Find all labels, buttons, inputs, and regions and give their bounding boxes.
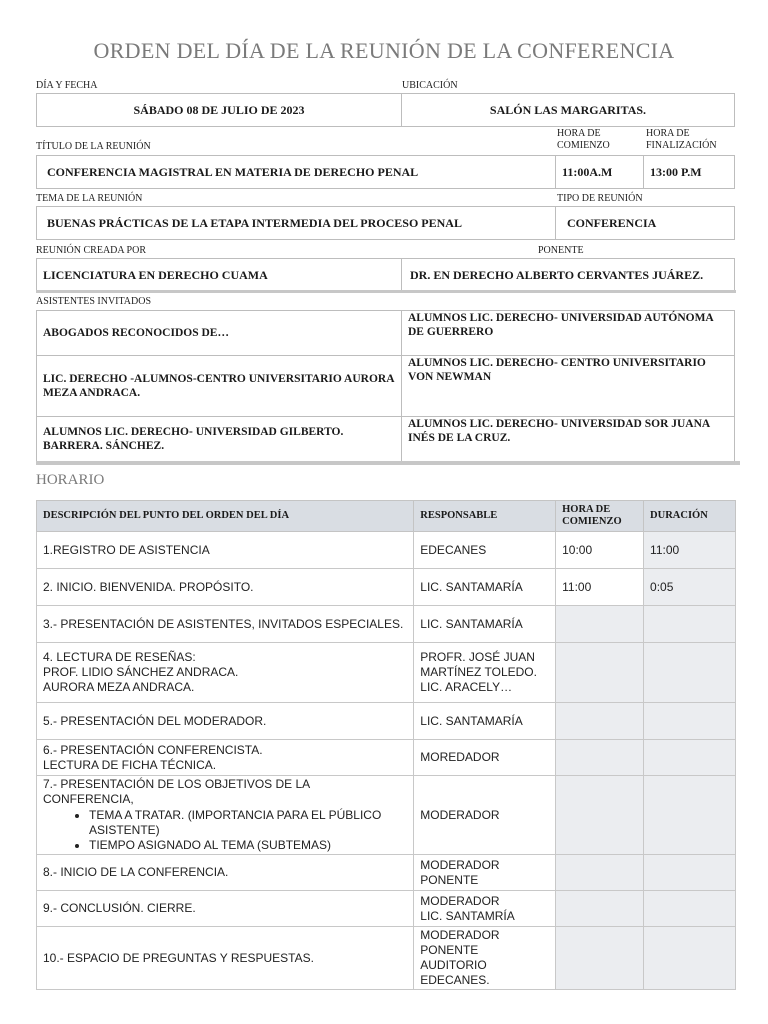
- resp-line: EDECANES.: [420, 973, 490, 987]
- row-hora: [556, 643, 644, 703]
- table-row: [37, 532, 736, 569]
- table-row: [37, 776, 736, 855]
- desc-line: LECTURA DE FICHA TÉCNICA.: [43, 757, 217, 772]
- horario-heading: HORARIO: [36, 472, 105, 488]
- row-descripcion: 5.- PRESENTACIÓN DEL MODERADOR.: [37, 703, 414, 740]
- tipo-value: CONFERENCIA: [555, 206, 735, 240]
- row-descripcion: 10.- ESPACIO DE PREGUNTAS Y RESPUESTAS.: [37, 927, 414, 990]
- desc-line: PROF. LIDIO SÁNCHEZ ANDRACA.: [43, 665, 239, 679]
- resp-line: PONENTE: [420, 872, 479, 887]
- row-duracion: 11:00: [644, 532, 736, 569]
- table-row: [37, 740, 736, 776]
- row-duracion: [644, 703, 736, 740]
- ponente-value: DR. EN DERECHO ALBERTO CERVANTES JUÁREZ.: [401, 258, 735, 292]
- row-duracion: [644, 643, 736, 703]
- table-row: [37, 855, 736, 891]
- row-responsable: [414, 855, 556, 891]
- hora-final-value: 13:00 P.M: [643, 155, 735, 189]
- schedule-header-row: [37, 501, 736, 532]
- row-responsable: [414, 927, 556, 990]
- row-hora: [556, 927, 644, 990]
- resp-line: LIC. ARACELY…: [420, 680, 513, 694]
- header-hora-comienzo: HORA DE COMIENZO: [556, 501, 644, 532]
- resp-line: MODERADOR: [420, 928, 500, 942]
- ubicacion-value: SALÓN LAS MARGARITAS.: [401, 93, 735, 127]
- row-responsable: EDECANES: [414, 532, 556, 569]
- tema-value: BUENAS PRÁCTICAS DE LA ETAPA INTERMEDIA DEL PROCESO PENAL: [36, 206, 556, 240]
- row-responsable: LIC. SANTAMARÍA: [414, 569, 556, 606]
- hora-comienzo-value: 11:00A.M: [555, 155, 644, 189]
- desc-line: CONFERENCIA,: [43, 792, 134, 806]
- asistente-cell: ALUMNOS LIC. DERECHO- CENTRO UNIVERSITARIO VON NEWMAN: [401, 355, 735, 417]
- row-descripcion: 2. INICIO. BIENVENIDA. PROPÓSITO.: [37, 569, 414, 606]
- row-descripcion: 9.- CONCLUSIÓN. CIERRE.: [37, 891, 414, 927]
- asistente-cell: ALUMNOS LIC. DERECHO- UNIVERSIDAD GILBERTO. BARRERA. SÁNCHEZ.: [36, 416, 402, 462]
- schedule-table: [36, 500, 736, 990]
- row-descripcion: 1.REGISTRO DE ASISTENCIA: [37, 532, 414, 569]
- label-ubicacion: UBICACIÓN: [402, 80, 458, 91]
- row-hora: [556, 776, 644, 855]
- row-duracion: [644, 740, 736, 776]
- label-dia-fecha: DÍA Y FECHA: [36, 80, 98, 91]
- resp-line: MODERADOR: [420, 893, 500, 908]
- row-responsable: [414, 891, 556, 927]
- asistente-cell: ABOGADOS RECONOCIDOS DE…: [36, 310, 402, 356]
- row-descripcion: [37, 643, 414, 703]
- resp-line: MARTÍNEZ TOLEDO.: [420, 665, 537, 679]
- label-creada-por: REUNIÓN CREADA POR: [36, 245, 147, 256]
- label-tema: TEMA DE LA REUNIÓN: [36, 193, 143, 204]
- row-responsable: MOREDADOR: [414, 740, 556, 776]
- fecha-value: SÁBADO 08 DE JULIO DE 2023: [36, 93, 402, 127]
- row-hora: [556, 891, 644, 927]
- row-responsable: LIC. SANTAMARÍA: [414, 703, 556, 740]
- row-duracion: [644, 606, 736, 643]
- row-duracion: [644, 776, 736, 855]
- asistente-cell: LIC. DERECHO -ALUMNOS-CENTRO UNIVERSITARIO AURORA MEZA ANDRACA.: [36, 355, 402, 417]
- label-ponente: PONENTE: [538, 245, 584, 256]
- row-responsable: MODERADOR: [414, 776, 556, 855]
- bullet-item: • TIEMPO ASIGNADO AL TEMA (SUBTEMAS): [89, 838, 407, 853]
- table-row: [37, 643, 736, 703]
- resp-line: AUDITORIO: [420, 958, 487, 972]
- label-asistentes: ASISTENTES INVITADOS: [36, 296, 152, 307]
- desc-line: 6.- PRESENTACIÓN CONFERENCISTA.: [43, 742, 263, 757]
- row-duracion: [644, 927, 736, 990]
- row-descripcion: 3.- PRESENTACIÓN DE ASISTENTES, INVITADOS ESPECIALES.: [37, 606, 414, 643]
- asistente-cell: ALUMNOS LIC. DERECHO- UNIVERSIDAD AUTÓNOMA DE GUERRERO: [401, 310, 735, 356]
- label-hora-comienzo: HORA DE COMIENZO: [557, 128, 610, 151]
- table-row: [37, 606, 736, 643]
- row-duracion: [644, 891, 736, 927]
- row-descripcion: 8.- INICIO DE LA CONFERENCIA.: [37, 855, 414, 891]
- row-descripcion: [37, 776, 414, 855]
- row-responsable: [414, 643, 556, 703]
- creada-por-value: LICENCIATURA EN DERECHO CUAMA: [36, 258, 402, 292]
- header-duracion: DURACIÓN: [644, 501, 736, 532]
- row-descripcion: [37, 740, 414, 776]
- row-duracion: [644, 855, 736, 891]
- page-title: ORDEN DEL DÍA DE LA REUNIÓN DE LA CONFERENCIA: [93, 38, 675, 63]
- table-row: [37, 927, 736, 990]
- asistente-cell: ALUMNOS LIC. DERECHO- UNIVERSIDAD SOR JUANA INÉS DE LA CRUZ.: [401, 416, 735, 462]
- row-hora: [556, 855, 644, 891]
- resp-line: PROFR. JOSÉ JUAN: [420, 650, 535, 664]
- row-responsable: LIC. SANTAMARÍA: [414, 606, 556, 643]
- table-row: [37, 569, 736, 606]
- row-duracion: 0:05: [644, 569, 736, 606]
- desc-line: 7.- PRESENTACIÓN DE LOS OBJETIVOS DE LA: [43, 777, 311, 791]
- label-titulo: TÍTULO DE LA REUNIÓN: [36, 141, 151, 152]
- section-divider: [36, 461, 740, 465]
- row-hora: 11:00: [556, 569, 644, 606]
- header-responsable: RESPONSABLE: [414, 501, 556, 532]
- resp-line: MODERADOR: [420, 857, 500, 872]
- row-hora: [556, 703, 644, 740]
- header-descripcion: DESCRIPCIÓN DEL PUNTO DEL ORDEN DEL DÍA: [37, 501, 414, 532]
- table-row: [37, 891, 736, 927]
- row-hora: 10:00: [556, 532, 644, 569]
- section-divider: [36, 290, 736, 293]
- resp-line: PONENTE: [420, 943, 479, 957]
- label-tipo: TIPO DE REUNIÓN: [557, 193, 643, 204]
- table-row: [37, 703, 736, 740]
- row-hora: [556, 740, 644, 776]
- label-hora-final: HORA DE FINALIZACIÓN: [646, 128, 717, 151]
- bullet-item: • TEMA A TRATAR. (IMPORTANCIA PARA EL PÚBLICO ASISTENTE): [89, 808, 407, 838]
- desc-line: 4. LECTURA DE RESEÑAS:: [43, 650, 196, 664]
- desc-line: AURORA MEZA ANDRACA.: [43, 680, 195, 694]
- bullet-list: [43, 808, 407, 853]
- resp-line: LIC. SANTAMRÍA: [420, 908, 515, 923]
- titulo-value: CONFERENCIA MAGISTRAL EN MATERIA DE DERECHO PENAL: [36, 155, 556, 189]
- row-hora: [556, 606, 644, 643]
